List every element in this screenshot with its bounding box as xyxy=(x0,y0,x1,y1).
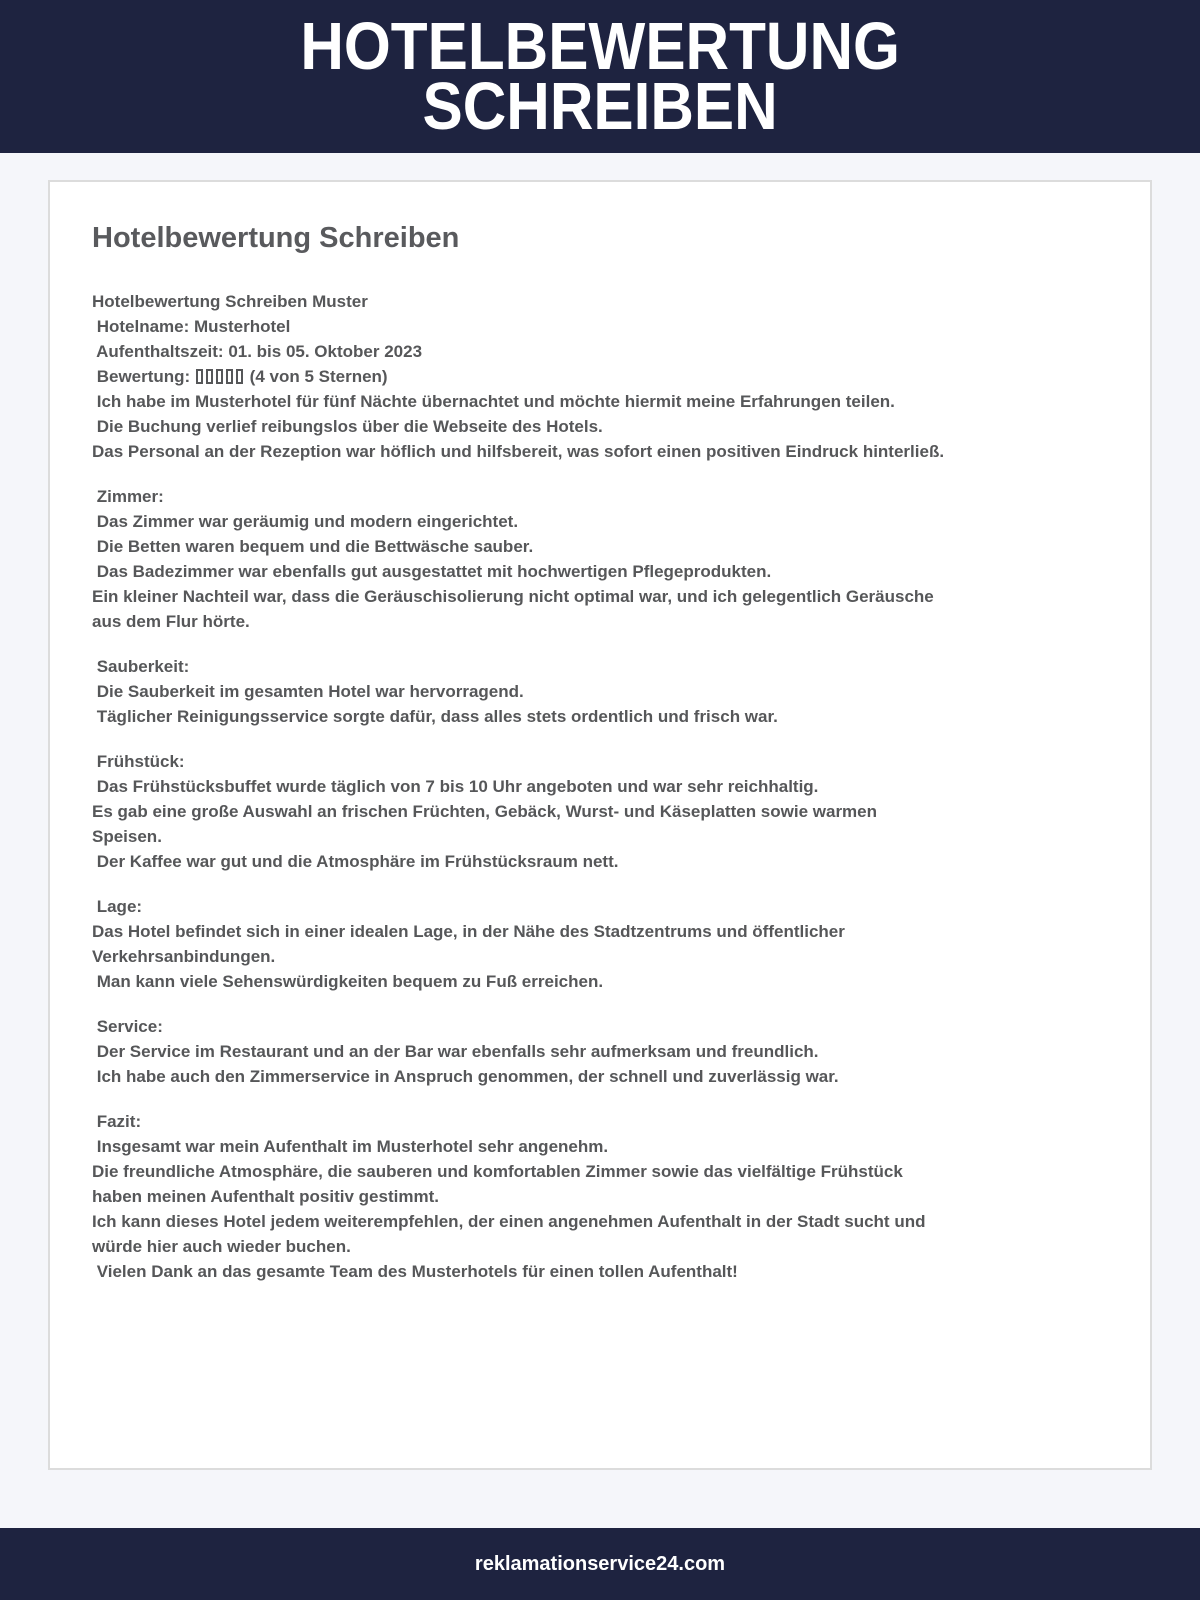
review-line: Das Badezimmer war ebenfalls gut ausgestattet mit hochwertigen Pflegeprodukten. xyxy=(92,562,772,581)
review-line: Ich habe im Musterhotel für fünf Nächte übernachtet und möchte hiermit meine Erfahrungen teilen. xyxy=(92,392,895,411)
page-title-line-2: SCHREIBEN xyxy=(422,68,778,144)
review-line: Ein kleiner Nachteil war, dass die Geräuschisolierung nicht optimal war, und ich gelegentlich Geräusche xyxy=(92,587,934,606)
site-url: reklamationservice24.com xyxy=(474,1552,726,1575)
review-line: Frühstück: xyxy=(92,752,185,771)
document-title: Hotelbewertung Schreiben xyxy=(92,222,460,254)
review-line: Fazit: xyxy=(92,1112,142,1131)
review-line: Ich kann dieses Hotel jedem weiterempfehlen, der einen angenehmen Aufenthalt in der Stadt sucht und xyxy=(92,1212,926,1231)
review-line: Hotelname: Musterhotel xyxy=(92,317,291,336)
rating-suffix: (4 von 5 Sternen) xyxy=(244,367,388,386)
missing-star-glyph-icon xyxy=(216,369,223,384)
review-line: Täglicher Reinigungsservice sorgte dafür, dass alles stets ordentlich und frisch war. xyxy=(92,707,778,726)
rating-label: Bewertung: xyxy=(92,367,195,386)
review-line: Vielen Dank an das gesamte Team des Musterhotels für einen tollen Aufenthalt! xyxy=(92,1262,738,1281)
review-line: Lage: xyxy=(92,897,143,916)
review-line: Das Personal an der Rezeption war höflich und hilfsbereit, was sofort einen positiven Eindruck hinterließ. xyxy=(92,442,945,461)
review-line: Speisen. xyxy=(92,827,162,846)
missing-star-glyph-icon xyxy=(206,369,213,384)
review-blank-line xyxy=(92,464,1108,484)
review-line: Sauberkeit: xyxy=(92,657,190,676)
review-line: Zimmer: xyxy=(92,487,164,506)
review-line: Service: xyxy=(92,1017,163,1036)
review-line: Die freundliche Atmosphäre, die sauberen und komfortablen Zimmer sowie das vielfältige Frühstück xyxy=(92,1162,903,1181)
review-line: Die Buchung verlief reibungslos über die Webseite des Hotels. xyxy=(92,417,603,436)
review-line: würde hier auch wieder buchen. xyxy=(92,1237,351,1256)
review-line: Die Betten waren bequem und die Bettwäsche sauber. xyxy=(92,537,534,556)
review-line: Hotelbewertung Schreiben Muster xyxy=(92,292,368,311)
review-line: Man kann viele Sehenswürdigkeiten bequem zu Fuß erreichen. xyxy=(92,972,604,991)
review-blank-line xyxy=(92,1089,1108,1109)
review-line: Es gab eine große Auswahl an frischen Früchten, Gebäck, Wurst- und Käseplatten sowie warmen xyxy=(92,802,878,821)
missing-star-glyph-icon xyxy=(196,369,203,384)
page-title-line-1: HOTELBEWERTUNG xyxy=(300,8,900,84)
review-line: Das Frühstücksbuffet wurde täglich von 7 bis 10 Uhr angeboten und war sehr reichhaltig. xyxy=(92,777,819,796)
document-card xyxy=(48,180,1152,1470)
review-body xyxy=(92,289,1108,1284)
page-header xyxy=(0,0,1200,153)
review-line: Das Hotel befindet sich in einer idealen Lage, in der Nähe des Stadtzentrums und öffentlicher xyxy=(92,922,845,941)
page-footer xyxy=(0,1528,1200,1600)
page-title xyxy=(300,8,900,144)
review-line: Aufenthaltszeit: 01. bis 05. Oktober 2023 xyxy=(92,342,423,361)
review-line: Der Service im Restaurant und an der Bar war ebenfalls sehr aufmerksam und freundlich. xyxy=(92,1042,819,1061)
review-rating-line xyxy=(92,364,1108,389)
review-line: Der Kaffee war gut und die Atmosphäre im Frühstücksraum nett. xyxy=(92,852,619,871)
review-line: Verkehrsanbindungen. xyxy=(92,947,276,966)
missing-star-glyph-icon xyxy=(236,369,243,384)
missing-star-glyph-icon xyxy=(226,369,233,384)
review-blank-line xyxy=(92,634,1108,654)
review-line: Das Zimmer war geräumig und modern eingerichtet. xyxy=(92,512,519,531)
review-blank-line xyxy=(92,874,1108,894)
review-line: haben meinen Aufenthalt positiv gestimmt. xyxy=(92,1187,439,1206)
review-line: aus dem Flur hörte. xyxy=(92,612,250,631)
review-blank-line xyxy=(92,729,1108,749)
review-blank-line xyxy=(92,994,1108,1014)
review-line: Die Sauberkeit im gesamten Hotel war hervorragend. xyxy=(92,682,524,701)
review-line: Insgesamt war mein Aufenthalt im Musterhotel sehr angenehm. xyxy=(92,1137,609,1156)
review-line: Ich habe auch den Zimmerservice in Anspruch genommen, der schnell und zuverlässig war. xyxy=(92,1067,839,1086)
